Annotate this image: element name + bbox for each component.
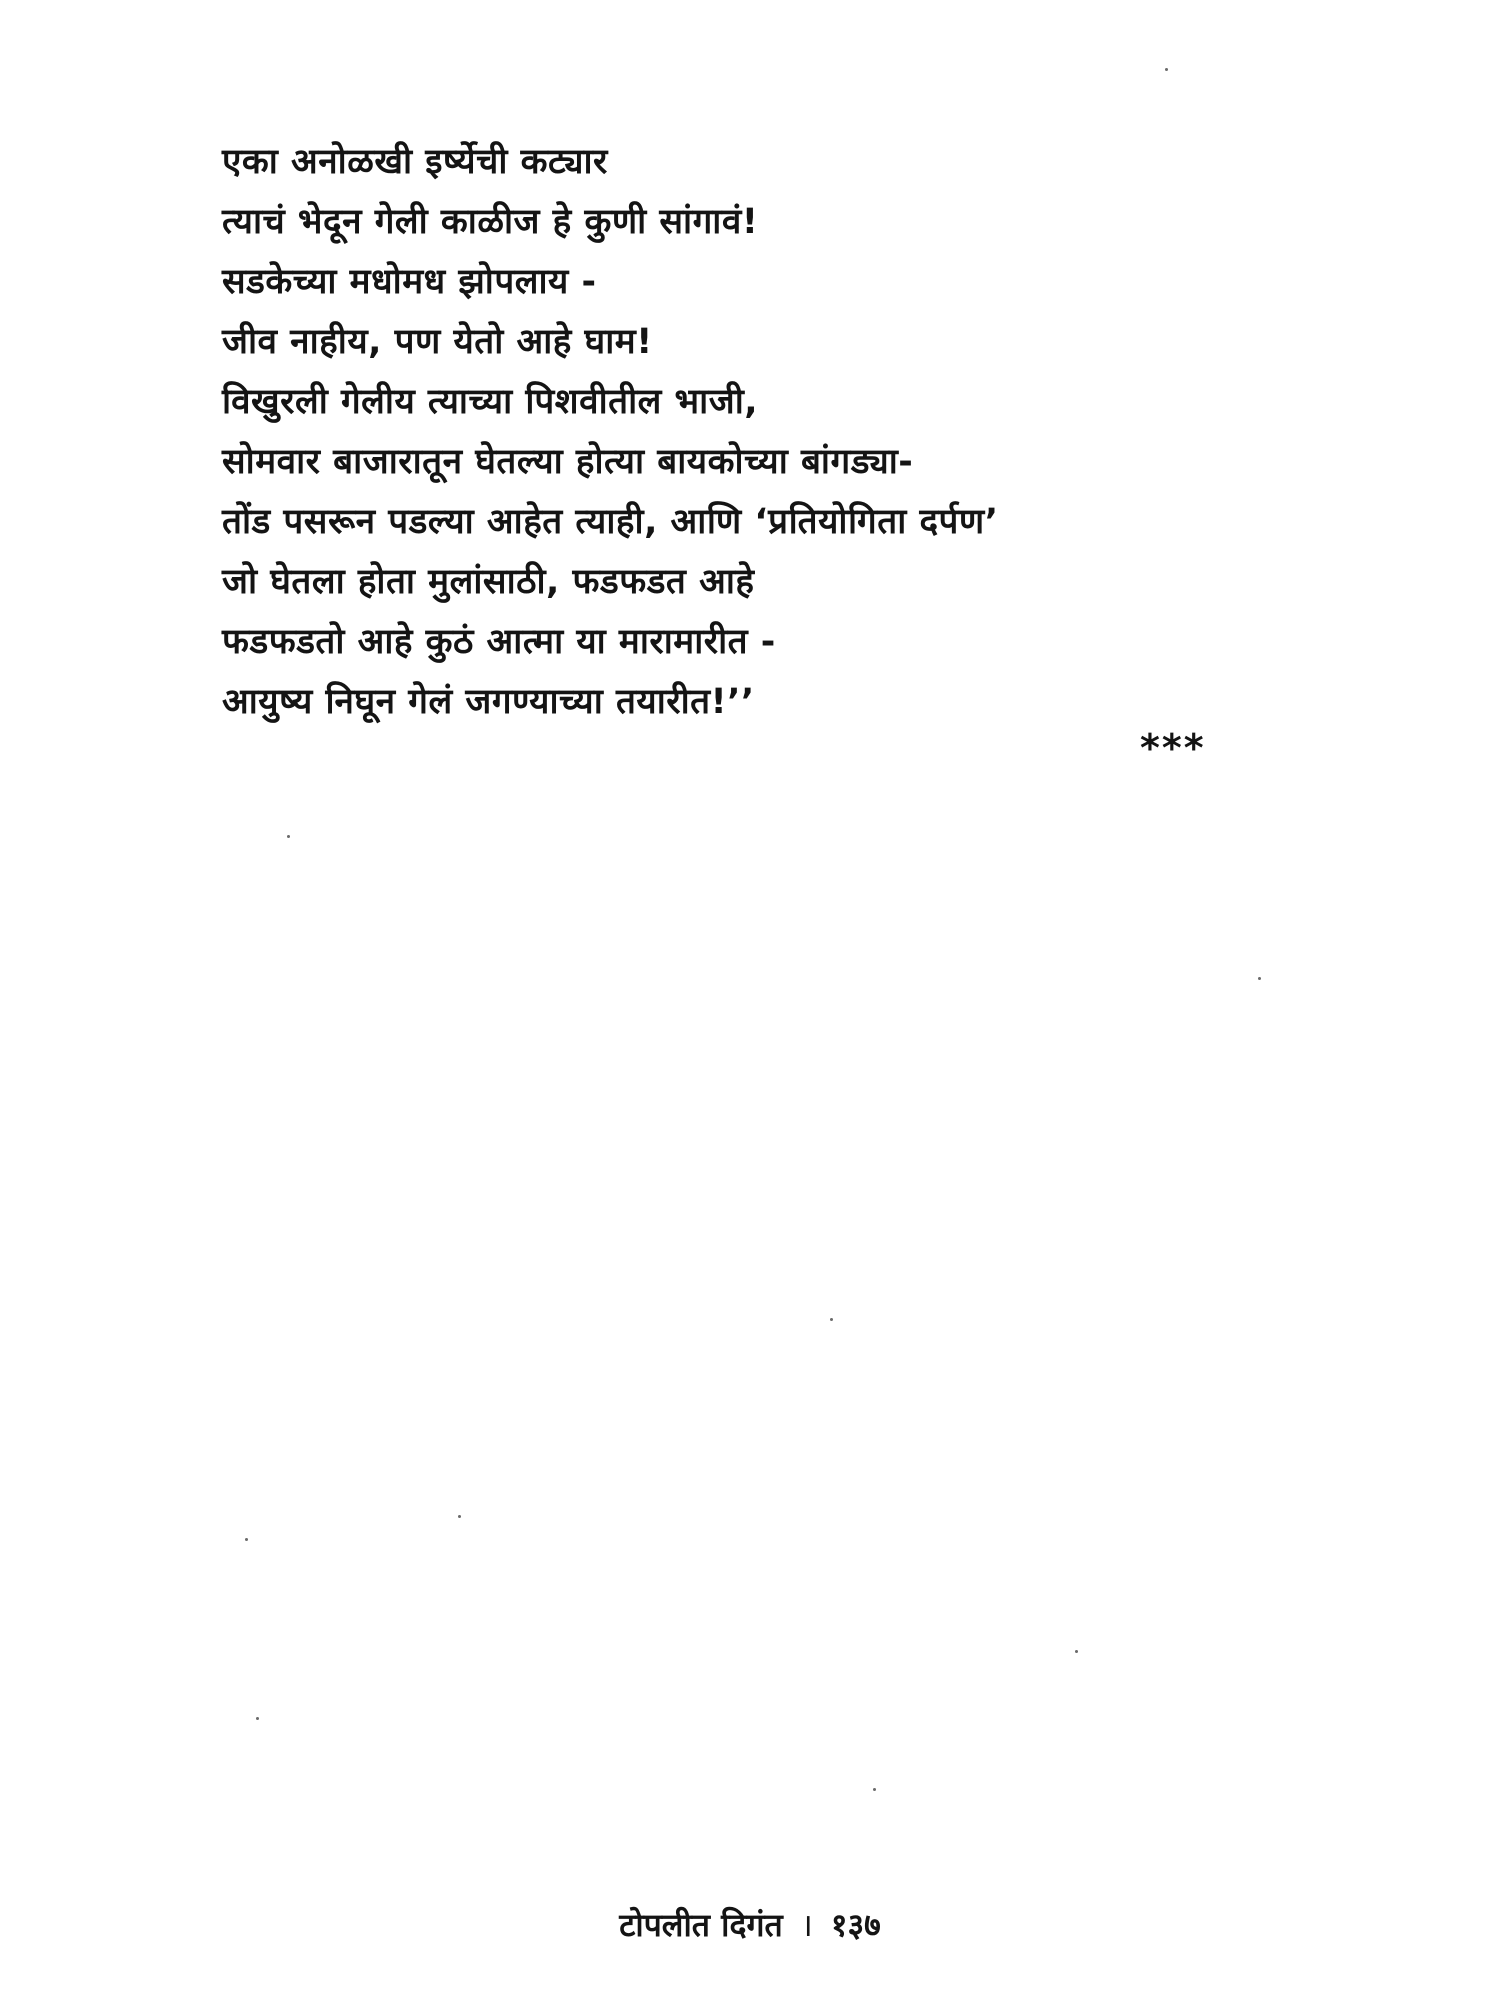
scan-speck (1165, 68, 1168, 71)
footer-separator: । (800, 1906, 813, 1944)
poem-line: एका अनोळखी इर्ष्येची कट्यार (222, 142, 608, 182)
poem-line: फडफडतो आहे कुठं आत्मा या मारामारीत - (222, 622, 776, 662)
scan-speck (1075, 1650, 1078, 1653)
scan-speck (873, 1788, 876, 1791)
page-footer (0, 1900, 1500, 1950)
poem-line: सोमवार बाजारातून घेतल्या होत्या बायकोच्या बांगड्या- (222, 442, 914, 482)
poem-line: जो घेतला होता मुलांसाठी, फडफडत आहे (222, 562, 755, 602)
scan-speck (287, 835, 290, 838)
poem-line: सडकेच्या मधोमध झोपलाय - (222, 262, 597, 302)
scan-speck (458, 1515, 461, 1518)
poem-stanza (222, 132, 1272, 732)
footer-book-title: टोपलीत दिगंत (619, 1906, 783, 1944)
poem-line: जीव नाहीय, पण येतो आहे घाम! (222, 322, 653, 362)
page-number: १३७ (830, 1906, 881, 1944)
poem-line: तोंड पसरून पडल्या आहेत त्याही, आणि ‘प्रतियोगिता दर्पण’ (222, 502, 999, 542)
scan-speck (245, 1538, 248, 1541)
scan-speck (256, 1717, 259, 1720)
poem-line: त्याचं भेदून गेली काळीज हे कुणी सांगावं! (222, 202, 759, 242)
poem-line: विखुरली गेलीय त्याच्या पिशवीतील भाजी, (222, 382, 759, 422)
poem-line: आयुष्य निघून गेलं जगण्याच्या तयारीत!’’ (222, 682, 755, 722)
scan-speck (1258, 977, 1261, 980)
scan-speck (830, 1318, 833, 1321)
section-end-mark: *** (1140, 726, 1206, 770)
